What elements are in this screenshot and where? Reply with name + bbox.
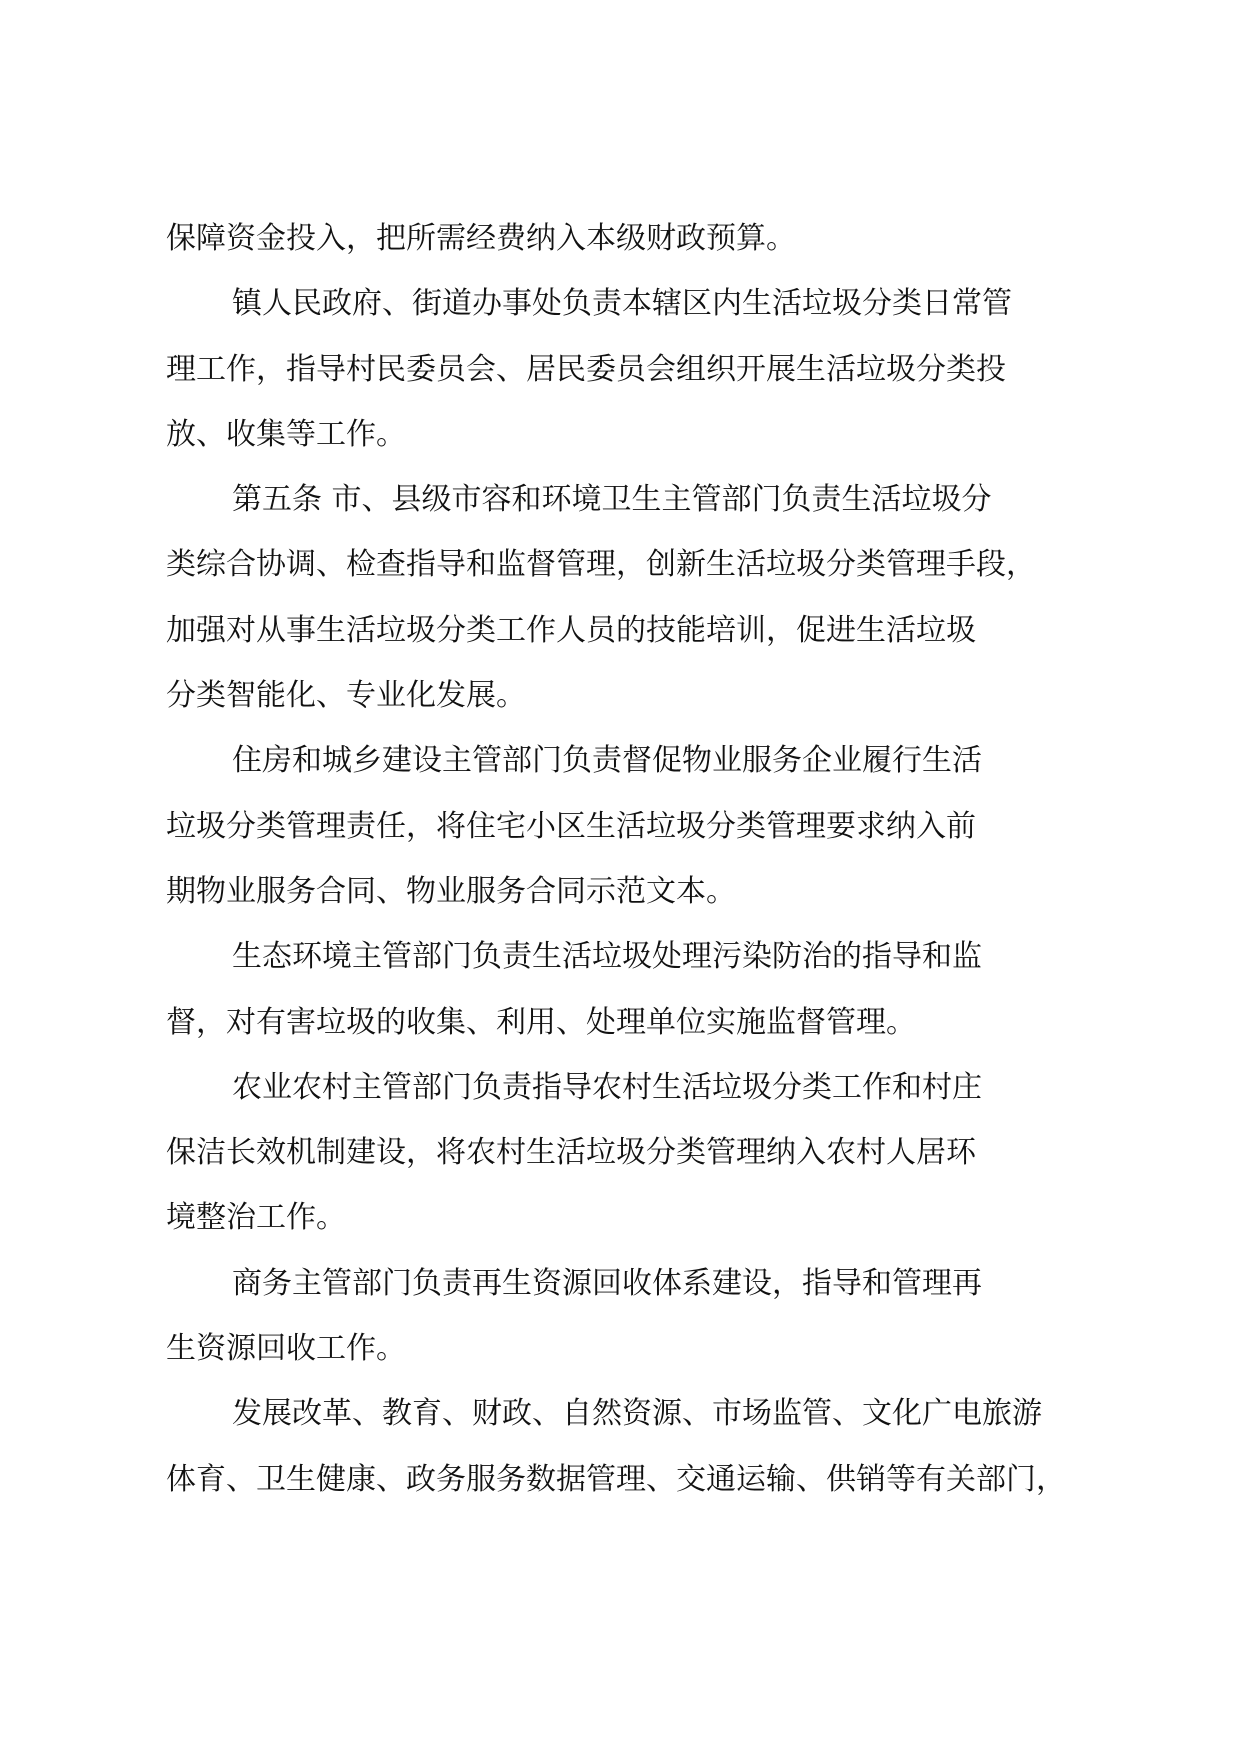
text-line: 类综合协调、检查指导和监督管理，创新生活垃圾分类管理手段， <box>166 547 1036 583</box>
document-body <box>166 206 1081 1512</box>
text-line: 保障资金投入，把所需经费纳入本级财政预算。 <box>166 221 796 256</box>
text-line: 商务主管部门负责再生资源回收体系建设，指导和管理再 <box>232 1265 982 1301</box>
text-line: 境整治工作。 <box>166 1200 346 1236</box>
text-line: 分类智能化、专业化发展。 <box>166 678 526 714</box>
text-line: 生态环境主管部门负责生活垃圾处理污染防治的指导和监 <box>232 939 982 975</box>
text-line: 住房和城乡建设主管部门负责督促物业服务企业履行生活 <box>232 743 982 779</box>
article-heading-line: 第五条 市、县级市容和环境卫生主管部门负责生活垃圾分 <box>232 482 992 518</box>
text-line: 保洁长效机制建设，将农村生活垃圾分类管理纳入农村人居环 <box>166 1135 976 1171</box>
text-line: 农业农村主管部门负责指导农村生活垃圾分类工作和村庄 <box>232 1069 982 1105</box>
text-line: 放、收集等工作。 <box>166 416 406 452</box>
text-line: 理工作，指导村民委员会、居民委员会组织开展生活垃圾分类投 <box>166 351 1006 387</box>
text-line: 发展改革、教育、财政、自然资源、市场监管、文化广电旅游 <box>232 1396 1042 1432</box>
text-line: 体育、卫生健康、政务服务数据管理、交通运输、供销等有关部门， <box>166 1461 1066 1497</box>
text-line: 期物业服务合同、物业服务合同示范文本。 <box>166 873 736 909</box>
text-line: 镇人民政府、街道办事处负责本辖区内生活垃圾分类日常管 <box>232 286 1012 322</box>
text-line: 加强对从事生活垃圾分类工作人员的技能培训，促进生活垃圾 <box>166 612 976 648</box>
text-line: 生资源回收工作。 <box>166 1331 406 1367</box>
text-line: 督，对有害垃圾的收集、利用、处理单位实施监督管理。 <box>166 1004 916 1040</box>
text-line: 垃圾分类管理责任，将住宅小区生活垃圾分类管理要求纳入前 <box>166 808 976 844</box>
